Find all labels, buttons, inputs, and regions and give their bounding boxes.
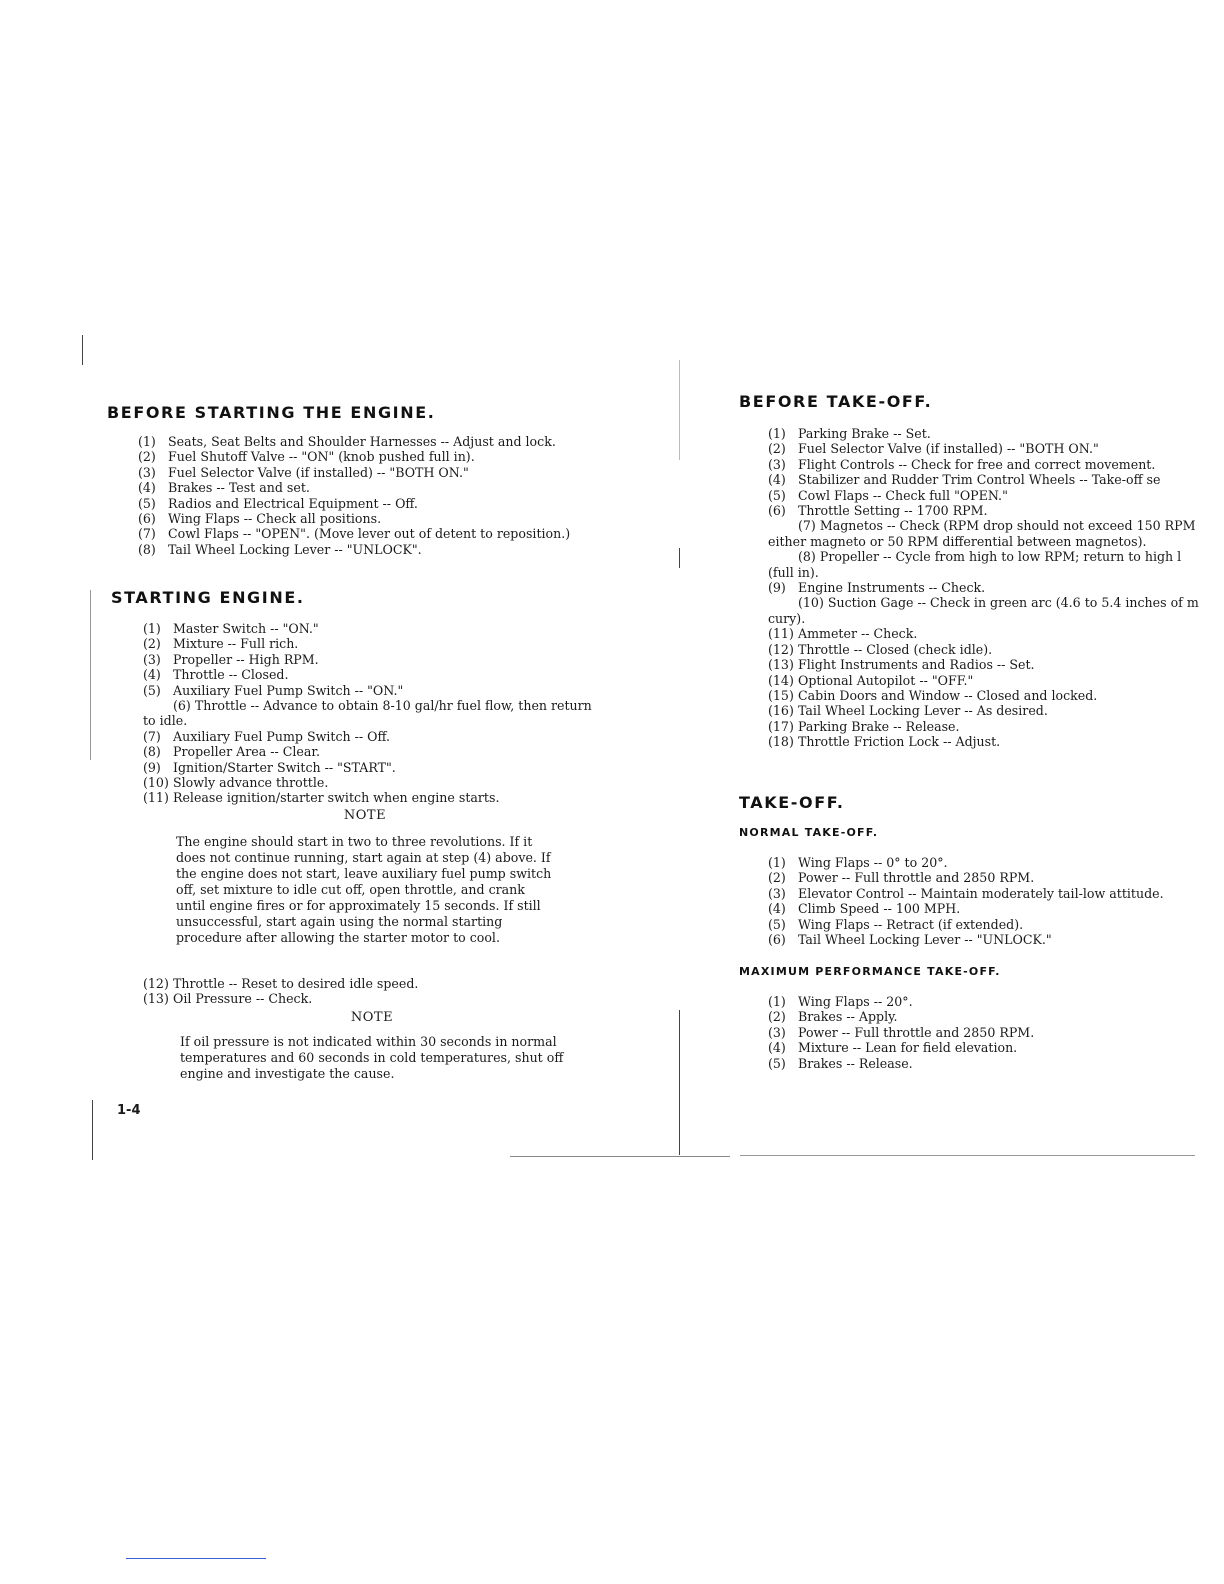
- list-item: [143, 775, 593, 790]
- list-item: [768, 719, 1208, 734]
- list-item-number: (6): [768, 503, 786, 519]
- list-item-number: (17): [768, 718, 794, 734]
- list-item-text: Mixture -- Full rich.: [173, 636, 299, 652]
- list-item-number: (15): [768, 687, 794, 703]
- max-performance-heading: MAXIMUM PERFORMANCE TAKE-OFF.: [739, 965, 1001, 978]
- list-item-text: Cowl Flaps -- Check full "OPEN.": [798, 487, 1008, 503]
- list-item: [143, 683, 593, 698]
- list-item-text: (10) Suction Gage -- Check in green arc (4.6 to 5.4 inches of m cury).: [768, 595, 1199, 626]
- list-item-number: (5): [768, 916, 786, 932]
- list-item-text: Stabilizer and Rudder Trim Control Wheels -- Take-off se: [798, 472, 1161, 488]
- list-item-text: Throttle Friction Lock -- Adjust.: [798, 734, 1001, 750]
- list-item-number: (2): [768, 1009, 786, 1025]
- page-bottom-edge: [510, 1156, 730, 1157]
- list-item-number: (1): [768, 426, 786, 441]
- starting-engine-list-continued: [143, 976, 593, 1007]
- normal-takeoff-list: [768, 855, 1208, 947]
- list-item-text: Wing Flaps -- Retract (if extended).: [798, 916, 1024, 932]
- list-item-number: (12): [143, 976, 169, 991]
- scan-margin-line: [90, 590, 91, 760]
- max-performance-list: [768, 994, 1208, 1071]
- list-item-number: (10): [143, 775, 169, 791]
- list-item-number: (4): [768, 1040, 786, 1056]
- starting-engine-list: [143, 621, 593, 806]
- list-item-text: Cowl Flaps -- "OPEN". (Move lever out of detent to reposition.): [168, 526, 571, 542]
- list-item: [768, 703, 1208, 718]
- list-item-number: (3): [138, 464, 156, 480]
- takeoff-heading: TAKE-OFF.: [739, 793, 845, 812]
- list-item: [143, 991, 593, 1006]
- list-item-number: (5): [768, 1055, 786, 1071]
- list-item-text: Wing Flaps -- 0° to 20°.: [798, 855, 948, 870]
- list-item-number: (7): [143, 728, 161, 744]
- list-item-text: Brakes -- Test and set.: [168, 480, 310, 496]
- list-item-text: Fuel Selector Valve (if installed) -- "BOTH ON.": [168, 464, 469, 480]
- list-item-text: Slowly advance throttle.: [173, 775, 329, 791]
- list-item-text: Elevator Control -- Maintain moderately tail-low attitude.: [798, 885, 1164, 901]
- list-item-text: Engine Instruments -- Check.: [798, 580, 986, 596]
- list-item-number: (8): [138, 541, 156, 557]
- list-item: [138, 449, 638, 464]
- list-item: [143, 667, 593, 682]
- list-item: [138, 526, 638, 541]
- list-item: [143, 621, 593, 636]
- list-item: [768, 642, 1208, 657]
- list-item: [768, 580, 1208, 595]
- list-item: [768, 994, 1208, 1009]
- list-item-text: Cabin Doors and Window -- Closed and locked.: [798, 687, 1098, 703]
- list-item-text: Ammeter -- Check.: [798, 626, 918, 642]
- list-item: [768, 673, 1208, 688]
- list-item: [143, 698, 593, 729]
- list-item-number: (11): [143, 790, 169, 806]
- list-item-text: Auxiliary Fuel Pump Switch -- "ON.": [173, 682, 404, 698]
- list-item: [768, 503, 1208, 518]
- list-item-text: Wing Flaps -- 20°.: [798, 994, 913, 1009]
- list-item: [768, 886, 1208, 901]
- list-item-number: (3): [768, 456, 786, 472]
- normal-takeoff-heading: NORMAL TAKE-OFF.: [739, 826, 879, 839]
- list-item: [143, 636, 593, 651]
- list-item-number: (4): [768, 472, 786, 488]
- list-item: [143, 976, 593, 991]
- list-item-number: (4): [768, 901, 786, 917]
- list-item-text: Flight Instruments and Radios -- Set.: [798, 657, 1035, 673]
- list-item: [768, 626, 1208, 641]
- list-item-text: Fuel Selector Valve (if installed) -- "BOTH ON.": [798, 441, 1099, 457]
- before-takeoff-list: [768, 426, 1208, 750]
- list-item-text: Tail Wheel Locking Lever -- "UNLOCK.": [798, 932, 1052, 948]
- list-item-text: Wing Flaps -- Check all positions.: [168, 511, 382, 527]
- list-item-text: Mixture -- Lean for field elevation.: [798, 1040, 1018, 1056]
- list-item-text: Throttle -- Closed.: [173, 667, 289, 683]
- page-fold-line: [679, 548, 680, 568]
- note-heading: NOTE: [350, 1010, 394, 1025]
- list-item: [768, 457, 1208, 472]
- list-item-text: Power -- Full throttle and 2850 RPM.: [798, 1024, 1035, 1040]
- list-item-number: (1): [143, 621, 161, 636]
- list-item-text: (8) Propeller -- Cycle from high to low RPM; return to high l (full in).: [768, 549, 1182, 580]
- list-item: [768, 426, 1208, 441]
- list-item: [768, 549, 1208, 580]
- list-item: [768, 518, 1208, 549]
- list-item-text: Fuel Shutoff Valve -- "ON" (knob pushed full in).: [168, 449, 475, 465]
- list-item: [768, 1040, 1208, 1055]
- note-heading: NOTE: [343, 808, 387, 823]
- list-item-text: (6) Throttle -- Advance to obtain 8-10 gal/hr fuel flow, then return to idle.: [143, 698, 592, 729]
- list-item: [138, 511, 638, 526]
- list-item: [768, 870, 1208, 885]
- list-item-text: Oil Pressure -- Check.: [173, 991, 313, 1007]
- list-item-number: (9): [768, 580, 786, 596]
- list-item-number: (3): [768, 1024, 786, 1040]
- list-item-text: Master Switch -- "ON.": [173, 621, 319, 636]
- page-bottom-edge: [740, 1155, 1195, 1156]
- list-item-number: (6): [138, 511, 156, 527]
- list-item-text: Power -- Full throttle and 2850 RPM.: [798, 870, 1035, 886]
- list-item: [768, 472, 1208, 487]
- list-item-text: Auxiliary Fuel Pump Switch -- Off.: [173, 728, 390, 744]
- before-takeoff-heading: BEFORE TAKE-OFF.: [739, 392, 933, 411]
- list-item-number: (3): [143, 651, 161, 667]
- list-item-text: Parking Brake -- Set.: [798, 426, 931, 441]
- list-item-number: (2): [768, 870, 786, 886]
- list-item-number: (4): [138, 480, 156, 496]
- list-item-text: Optional Autopilot -- "OFF.": [798, 672, 974, 688]
- page-fold-line: [679, 1010, 680, 1155]
- before-starting-list: [138, 434, 638, 557]
- list-item-number: (1): [138, 434, 156, 449]
- list-item-number: (18): [768, 734, 794, 750]
- list-item-text: Propeller Area -- Clear.: [173, 744, 320, 760]
- scan-margin-line: [82, 335, 83, 365]
- list-item-text: Ignition/Starter Switch -- "START".: [173, 759, 396, 775]
- list-item-number: (11): [768, 626, 794, 642]
- list-item-text: Parking Brake -- Release.: [798, 718, 960, 734]
- list-item-number: (7): [138, 526, 156, 542]
- list-item-text: Release ignition/starter switch when engine starts.: [173, 790, 500, 806]
- list-item-number: (1): [768, 855, 786, 870]
- list-item-number: (4): [143, 667, 161, 683]
- list-item: [138, 465, 638, 480]
- scan-margin-line: [92, 1100, 93, 1160]
- list-item-number: (1): [768, 994, 786, 1009]
- list-item-number: (16): [768, 703, 794, 719]
- list-item-number: (12): [768, 641, 794, 657]
- list-item-text: Throttle -- Closed (check idle).: [798, 641, 993, 657]
- list-item-number: (2): [768, 441, 786, 457]
- list-item: [768, 657, 1208, 672]
- list-item: [143, 652, 593, 667]
- list-item-text: Brakes -- Release.: [798, 1055, 913, 1071]
- list-item: [768, 1025, 1208, 1040]
- list-item-text: Radios and Electrical Equipment -- Off.: [168, 495, 418, 511]
- list-item-text: Propeller -- High RPM.: [173, 651, 319, 667]
- list-item: [768, 917, 1208, 932]
- before-starting-heading: BEFORE STARTING THE ENGINE.: [107, 403, 436, 422]
- list-item: [138, 480, 638, 495]
- list-item-text: (7) Magnetos -- Check (RPM drop should not exceed 150 RPM either magneto or 50 RPM differential between magnetos).: [768, 518, 1196, 549]
- list-item-number: (9): [143, 759, 161, 775]
- blue-underline-mark: [126, 1558, 266, 1559]
- list-item-text: Throttle -- Reset to desired idle speed.: [173, 976, 419, 991]
- list-item-number: (5): [143, 682, 161, 698]
- list-item: [138, 542, 638, 557]
- list-item-number: (2): [138, 449, 156, 465]
- list-item-number: (2): [143, 636, 161, 652]
- list-item-text: Tail Wheel Locking Lever -- "UNLOCK".: [168, 541, 422, 557]
- list-item-number: (8): [143, 744, 161, 760]
- list-item-number: (5): [768, 487, 786, 503]
- list-item: [768, 688, 1208, 703]
- list-item-number: (5): [138, 495, 156, 511]
- page-fold-line: [679, 360, 680, 460]
- list-item-number: (14): [768, 672, 794, 688]
- list-item-number: (3): [768, 885, 786, 901]
- list-item-text: Tail Wheel Locking Lever -- As desired.: [798, 703, 1048, 719]
- list-item: [143, 744, 593, 759]
- starting-engine-heading: STARTING ENGINE.: [111, 588, 305, 607]
- list-item: [143, 790, 593, 805]
- list-item: [768, 1009, 1208, 1024]
- list-item: [768, 855, 1208, 870]
- list-item: [768, 595, 1208, 626]
- list-item: [768, 1056, 1208, 1071]
- list-item: [768, 932, 1208, 947]
- list-item-number: (13): [143, 991, 169, 1007]
- list-item: [768, 441, 1208, 456]
- list-item: [768, 488, 1208, 503]
- list-item: [768, 901, 1208, 916]
- list-item-text: Climb Speed -- 100 MPH.: [798, 901, 961, 917]
- list-item-number: (6): [768, 932, 786, 948]
- note-text: If oil pressure is not indicated within 30 seconds in normal temperatures and 60 seconds in cold temperatures, shut off engine and investigate the cause.: [180, 1034, 564, 1081]
- list-item-number: (13): [768, 657, 794, 673]
- list-item-text: Seats, Seat Belts and Shoulder Harnesses -- Adjust and lock.: [168, 434, 556, 449]
- list-item-text: Brakes -- Apply.: [798, 1009, 898, 1025]
- page-number: 1-4: [117, 1103, 141, 1118]
- list-item-text: Flight Controls -- Check for free and correct movement.: [798, 456, 1156, 472]
- note-text: The engine should start in two to three revolutions. If it does not continue running, start again at step (4) above. If the engine does not start, leave auxiliary fuel pump switch off, set mixture to idle cut off, open throttle, and crank until engine fires or for approximately 15 seconds. If still unsuccessful, start again using the normal starting procedure after allowing the starter motor to cool.: [176, 834, 552, 945]
- list-item: [138, 434, 638, 449]
- list-item: [143, 760, 593, 775]
- list-item: [138, 496, 638, 511]
- list-item: [768, 734, 1208, 749]
- list-item-text: Throttle Setting -- 1700 RPM.: [798, 503, 988, 519]
- list-item: [143, 729, 593, 744]
